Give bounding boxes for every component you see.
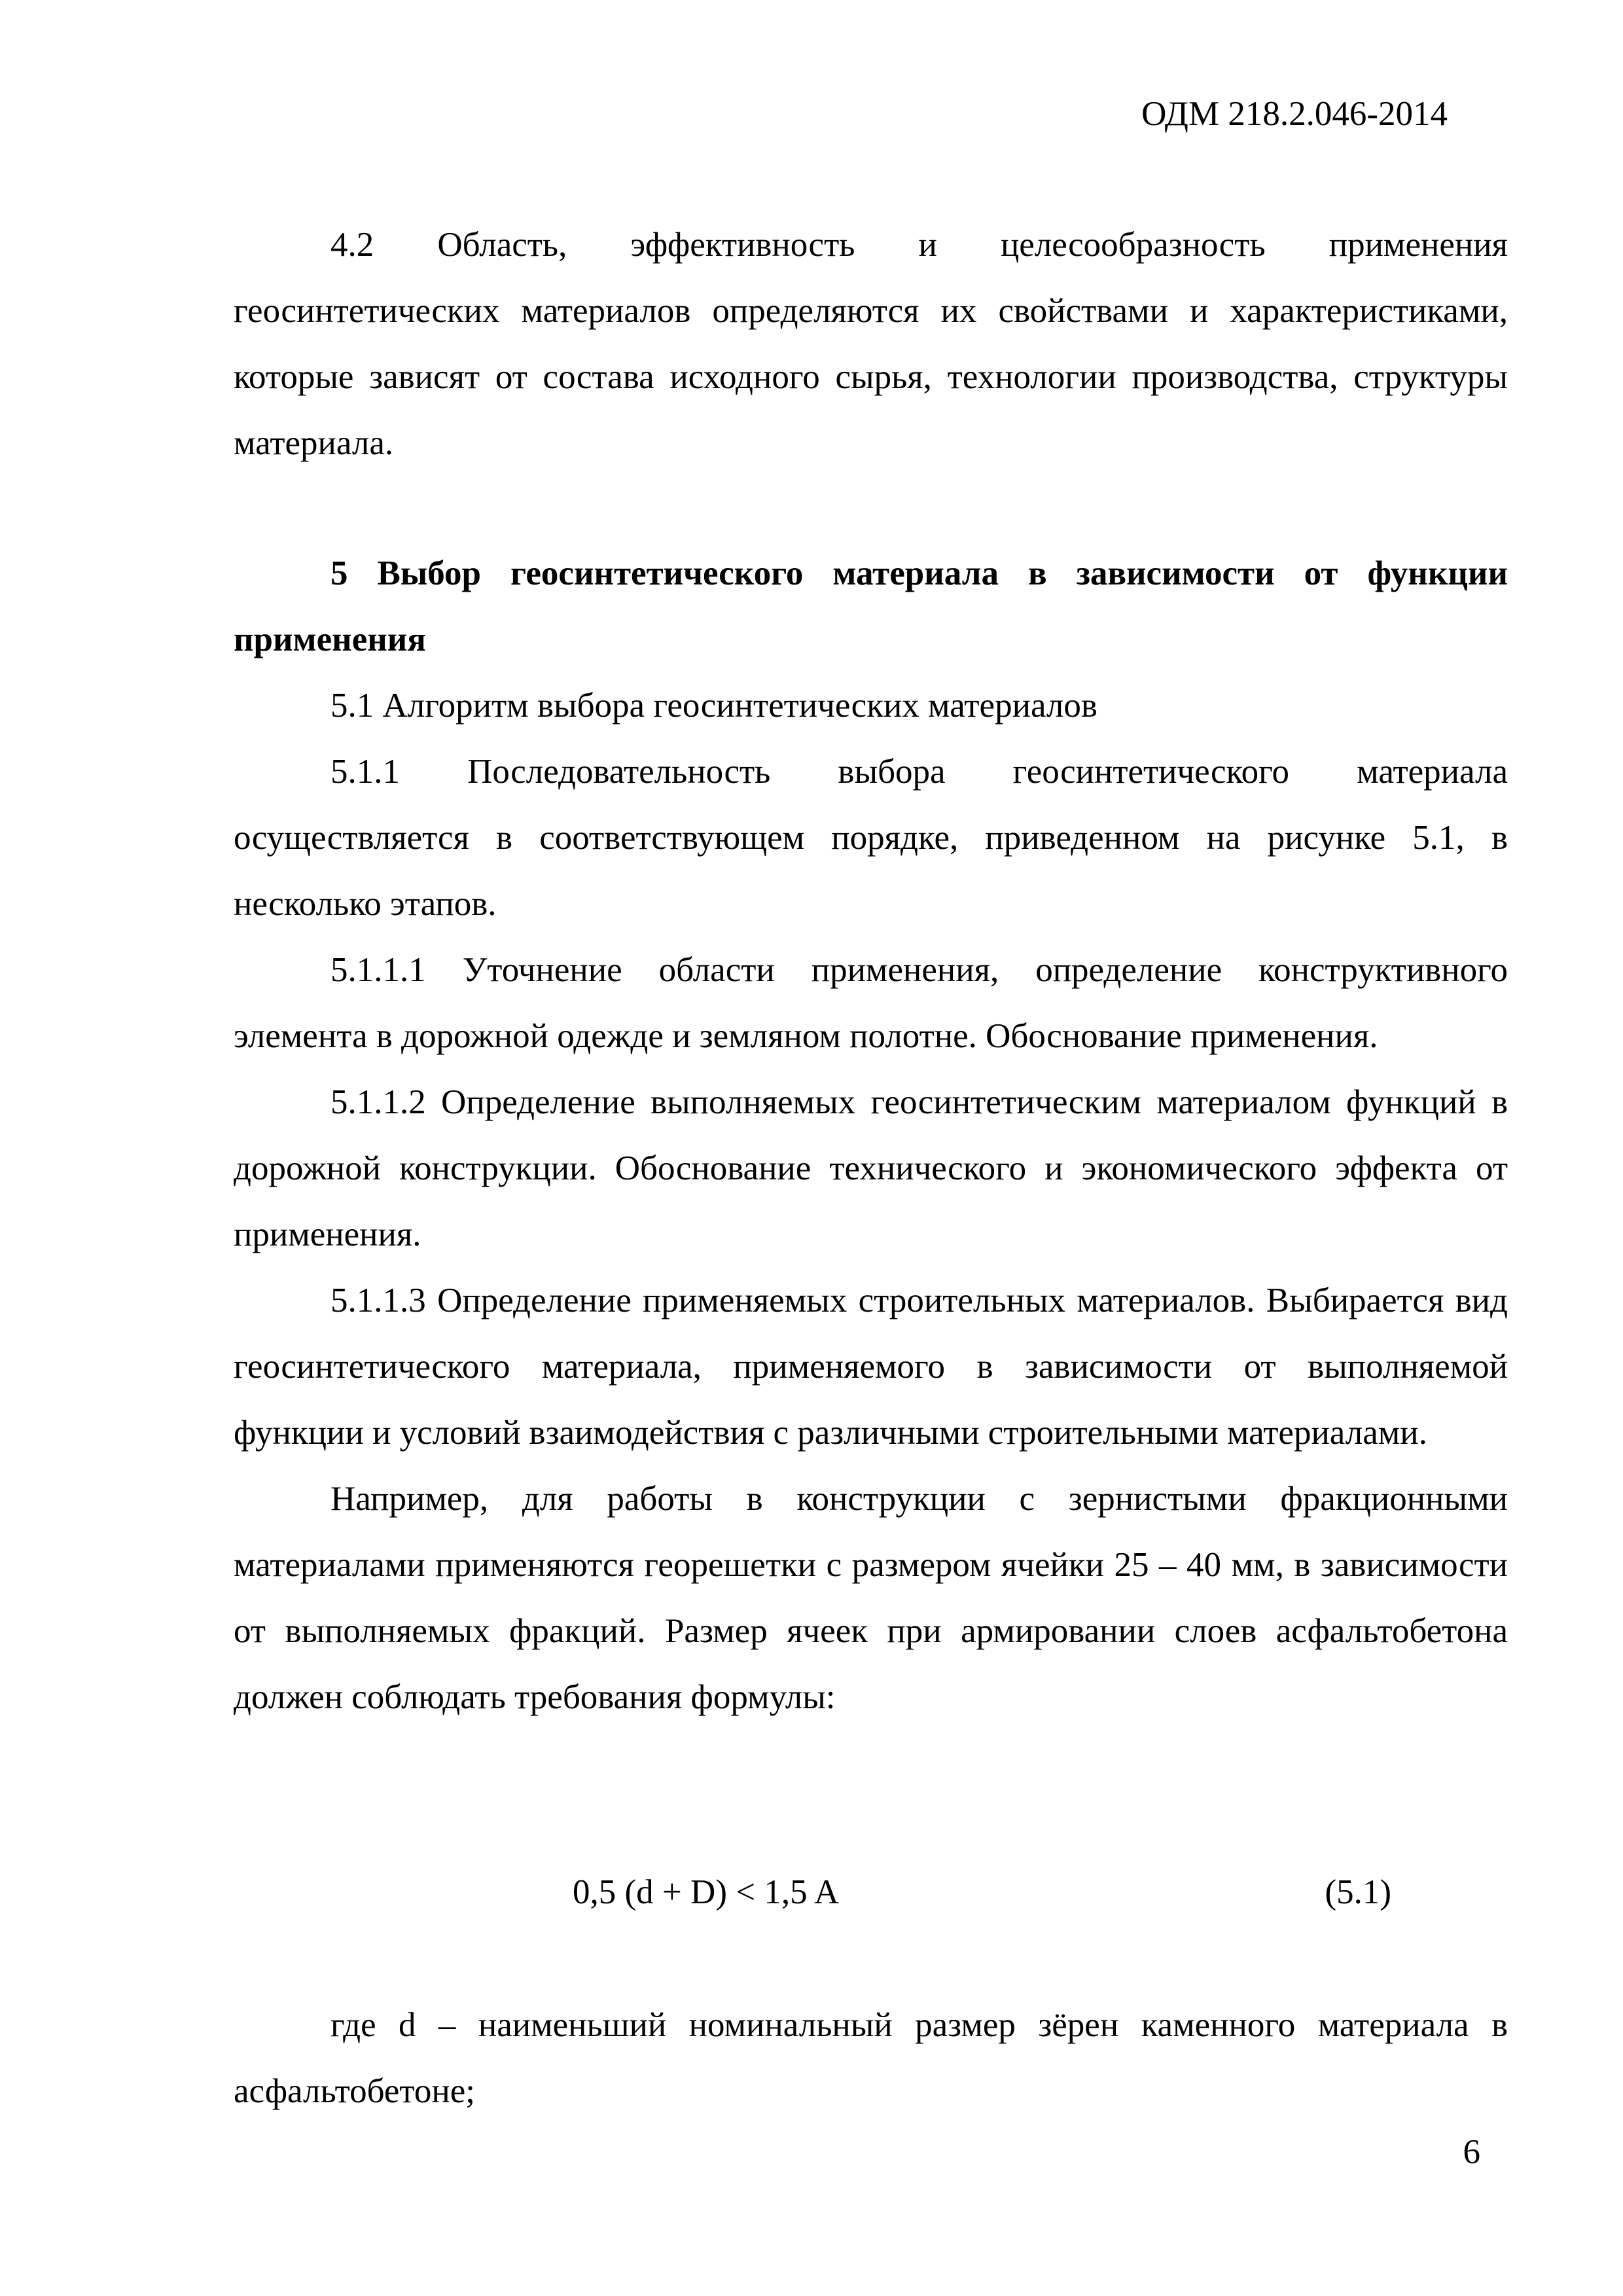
- section-5-heading: 5 Выбор геосинтетического материала в зависимости от функции применения: [234, 554, 1508, 658]
- paragraph-4-2: 4.2 Область, эффективность и целесообразность применения геосинтетических материалов определяются их свойствами и характеристиками, которые зависят от состава исходного сырья, технологии производства, структуры материала.: [234, 226, 1508, 462]
- formula-expression: 0,5 (d + D) < 1,5 A: [573, 1873, 840, 1911]
- document-code: ОДМ 218.2.046-2014: [1141, 95, 1448, 133]
- paragraph-example: Например, для работы в конструкции с зернистыми фракционными материалами применяются георешетки с размером ячейки 25 – 40 мм, в зависимости от выполняемых фракций. Размер ячеек при армировании слоев асфальтобетона должен соблюдать требования формулы:: [234, 1480, 1508, 1716]
- page-number: 6: [1463, 2133, 1480, 2171]
- paragraph-5-1-1-1: 5.1.1.1 Уточнение области применения, определение конструктивного элемента в дорожной одежде и земляном полотне. Обоснование применения.: [234, 951, 1508, 1055]
- formula-number: (5.1): [1325, 1873, 1391, 1911]
- section-4-block: [234, 212, 1508, 476]
- paragraph-5-1-1-2: 5.1.1.2 Определение выполняемых геосинтетическим материалом функций в дорожной конструкции. Обоснование технического и экономического эффекта от применения.: [234, 1083, 1508, 1253]
- paragraph-5-1: 5.1 Алгоритм выбора геосинтетических материалов: [330, 687, 1097, 725]
- paragraph-5-1-1-3: 5.1.1.3 Определение применяемых строительных материалов. Выбирается вид геосинтетического материала, применяемого в зависимости от выполняемой функции и условий взаимодействия с различными строительными материалами.: [234, 1282, 1508, 1452]
- section-5-block: [234, 541, 1508, 1731]
- formula-5-1: [234, 1859, 1508, 1926]
- paragraph-5-1-1: 5.1.1 Последовательность выбора геосинтетического материала осуществляется в соответствующем порядке, приведенном на рисунке 5.1, в несколько этапов.: [234, 753, 1508, 923]
- where-block: [234, 1992, 1508, 2125]
- paragraph-where: где d – наименьший номинальный размер зёрен каменного материала в асфальтобетоне;: [234, 2006, 1508, 2110]
